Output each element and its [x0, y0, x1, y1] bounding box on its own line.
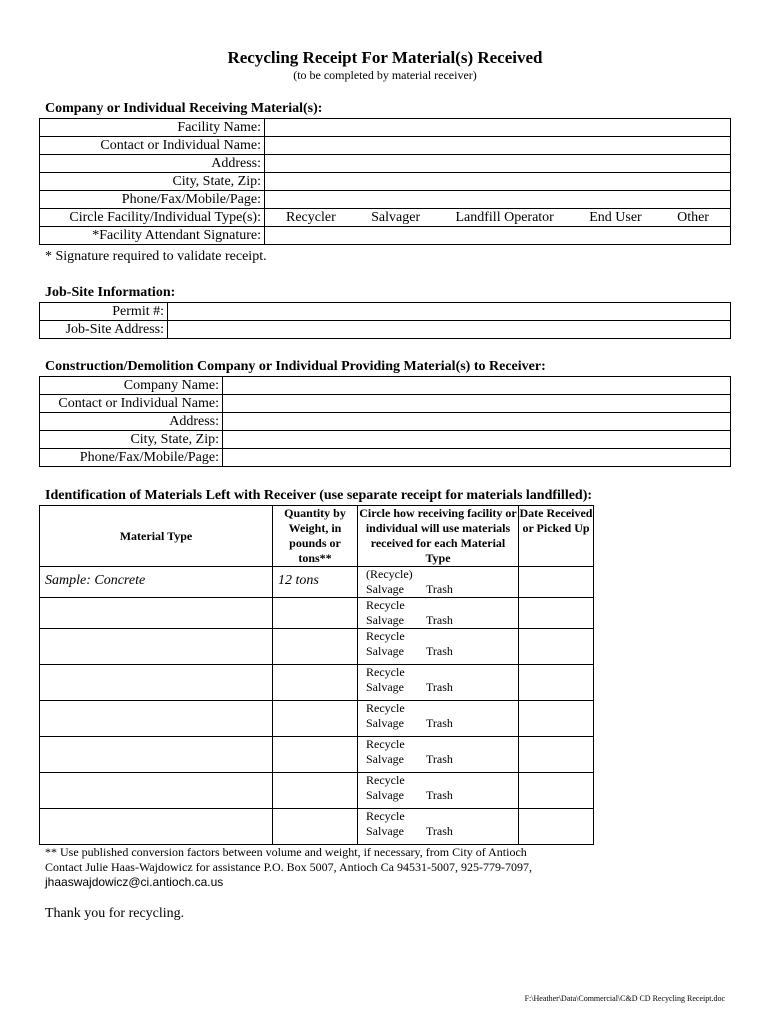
phone-field[interactable]	[265, 191, 731, 209]
trash-option[interactable]: Trash	[426, 716, 453, 730]
receiver-heading: Company or Individual Receiving Material(s):	[45, 101, 323, 116]
provider-city-label: City, State, Zip:	[40, 431, 223, 449]
date-cell[interactable]	[519, 598, 594, 629]
date-cell[interactable]	[519, 665, 594, 701]
type-landfill-operator[interactable]: Landfill Operator	[455, 210, 554, 225]
facility-name-label: Facility Name:	[40, 119, 265, 137]
facility-name-field[interactable]	[265, 119, 731, 137]
recycle-option[interactable]: Recycle	[366, 737, 405, 751]
company-name-label: Company Name:	[40, 377, 223, 395]
materials-table	[39, 505, 594, 845]
trash-option[interactable]: Trash	[426, 582, 453, 596]
address-label: Address:	[40, 155, 265, 173]
provider-address-field[interactable]	[223, 413, 731, 431]
table-row	[40, 701, 594, 737]
signature-field[interactable]	[265, 227, 731, 245]
date-cell[interactable]	[519, 809, 594, 845]
recycle-option[interactable]: Recycle	[366, 665, 405, 679]
provider-contact-field[interactable]	[223, 395, 731, 413]
conversion-footnote: ** Use published conversion factors between volume and weight, if necessary, from City of Antioch	[45, 845, 527, 859]
salvage-option[interactable]: Salvage	[366, 752, 404, 766]
col-date: Date Received or Picked Up	[519, 506, 594, 567]
provider-table	[39, 376, 731, 467]
salvage-option[interactable]: Salvage	[366, 824, 404, 838]
thank-you-text: Thank you for recycling.	[45, 906, 185, 921]
date-cell[interactable]	[519, 737, 594, 773]
type-other[interactable]: Other	[677, 210, 709, 225]
table-row	[40, 665, 594, 701]
material-cell[interactable]	[40, 737, 273, 773]
salvage-option[interactable]: Salvage	[366, 788, 404, 802]
phone-label: Phone/Fax/Mobile/Page:	[40, 191, 265, 209]
sample-quantity: 12 tons	[278, 573, 319, 588]
jobsite-address-field[interactable]	[168, 321, 731, 339]
quantity-cell[interactable]	[273, 773, 358, 809]
provider-phone-label: Phone/Fax/Mobile/Page:	[40, 449, 223, 467]
sample-recycle-option[interactable]: (Recycle)	[366, 567, 413, 581]
city-state-zip-label: City, State, Zip:	[40, 173, 265, 191]
sample-material: Sample: Concrete	[45, 573, 146, 588]
trash-option[interactable]: Trash	[426, 680, 453, 694]
table-row	[40, 773, 594, 809]
type-recycler[interactable]: Recycler	[286, 210, 336, 225]
recycle-option[interactable]: Recycle	[366, 598, 405, 612]
col-quantity: Quantity by Weight, in pounds or tons**	[273, 506, 358, 567]
file-path: F:\Heather\Data\Commercial\C&D CD Recycling Receipt.doc	[524, 994, 725, 1003]
signature-note: * Signature required to validate receipt.	[45, 249, 267, 264]
quantity-cell[interactable]	[273, 737, 358, 773]
recycle-option[interactable]: Recycle	[366, 773, 405, 787]
jobsite-heading: Job-Site Information:	[45, 285, 176, 300]
quantity-cell[interactable]	[273, 701, 358, 737]
contact-name-label: Contact or Individual Name:	[40, 137, 265, 155]
page-subtitle: (to be completed by material receiver)	[293, 68, 477, 82]
salvage-option[interactable]: Salvage	[366, 716, 404, 730]
materials-heading: Identification of Materials Left with Receiver (use separate receipt for materials landfilled):	[45, 488, 593, 503]
receiver-table	[39, 118, 731, 245]
signature-label: *Facility Attendant Signature:	[40, 227, 265, 245]
facility-type-label: Circle Facility/Individual Type(s):	[40, 209, 265, 227]
trash-option[interactable]: Trash	[426, 752, 453, 766]
company-name-field[interactable]	[223, 377, 731, 395]
salvage-option[interactable]: Salvage	[366, 613, 404, 627]
material-cell[interactable]	[40, 598, 273, 629]
recycle-option[interactable]: Recycle	[366, 701, 405, 715]
permit-field[interactable]	[168, 303, 731, 321]
material-cell[interactable]	[40, 629, 273, 665]
trash-option[interactable]: Trash	[426, 644, 453, 658]
table-row	[40, 737, 594, 773]
contact-info: Contact Julie Haas-Wajdowicz for assistance P.O. Box 5007, Antioch Ca 94531-5007, 925-779-7097,	[45, 860, 532, 874]
material-cell[interactable]	[40, 809, 273, 845]
sample-date-cell[interactable]	[519, 567, 594, 598]
permit-label: Permit #:	[40, 303, 168, 321]
jobsite-table	[39, 302, 731, 339]
salvage-option[interactable]: Salvage	[366, 680, 404, 694]
contact-email[interactable]: jhaaswajdowicz@ci.antioch.ca.us	[45, 875, 224, 889]
provider-contact-label: Contact or Individual Name:	[40, 395, 223, 413]
table-row	[40, 629, 594, 665]
recycle-option[interactable]: Recycle	[366, 629, 405, 643]
provider-address-label: Address:	[40, 413, 223, 431]
quantity-cell[interactable]	[273, 598, 358, 629]
type-salvager[interactable]: Salvager	[371, 210, 421, 225]
trash-option[interactable]: Trash	[426, 824, 453, 838]
jobsite-address-label: Job-Site Address:	[40, 321, 168, 339]
address-field[interactable]	[265, 155, 731, 173]
col-circle-use: Circle how receiving facility or individual will use materials received for each Material Type	[359, 506, 517, 565]
trash-option[interactable]: Trash	[426, 613, 453, 627]
trash-option[interactable]: Trash	[426, 788, 453, 802]
col-material-type: Material Type	[40, 506, 273, 567]
material-cell[interactable]	[40, 665, 273, 701]
provider-city-field[interactable]	[223, 431, 731, 449]
facility-type-options	[265, 209, 731, 227]
contact-name-field[interactable]	[265, 137, 731, 155]
sample-use-cell	[358, 567, 519, 598]
salvage-option[interactable]: Salvage	[366, 644, 404, 658]
date-cell[interactable]	[519, 701, 594, 737]
provider-heading: Construction/Demolition Company or Individual Providing Material(s) to Receiver:	[45, 359, 546, 374]
page-title: Recycling Receipt For Material(s) Received	[227, 48, 543, 67]
salvage-option[interactable]: Salvage	[366, 582, 404, 596]
table-row	[40, 809, 594, 845]
sample-material-cell[interactable]	[40, 567, 273, 598]
sample-quantity-cell[interactable]	[273, 567, 358, 598]
table-row	[40, 598, 594, 629]
quantity-cell[interactable]	[273, 809, 358, 845]
city-state-zip-field[interactable]	[265, 173, 731, 191]
material-cell[interactable]	[40, 773, 273, 809]
date-cell[interactable]	[519, 629, 594, 665]
recycle-option[interactable]: Recycle	[366, 809, 405, 823]
table-row	[40, 567, 594, 598]
quantity-cell[interactable]	[273, 629, 358, 665]
date-cell[interactable]	[519, 773, 594, 809]
material-cell[interactable]	[40, 701, 273, 737]
provider-phone-field[interactable]	[223, 449, 731, 467]
quantity-cell[interactable]	[273, 665, 358, 701]
type-end-user[interactable]: End User	[589, 210, 642, 225]
